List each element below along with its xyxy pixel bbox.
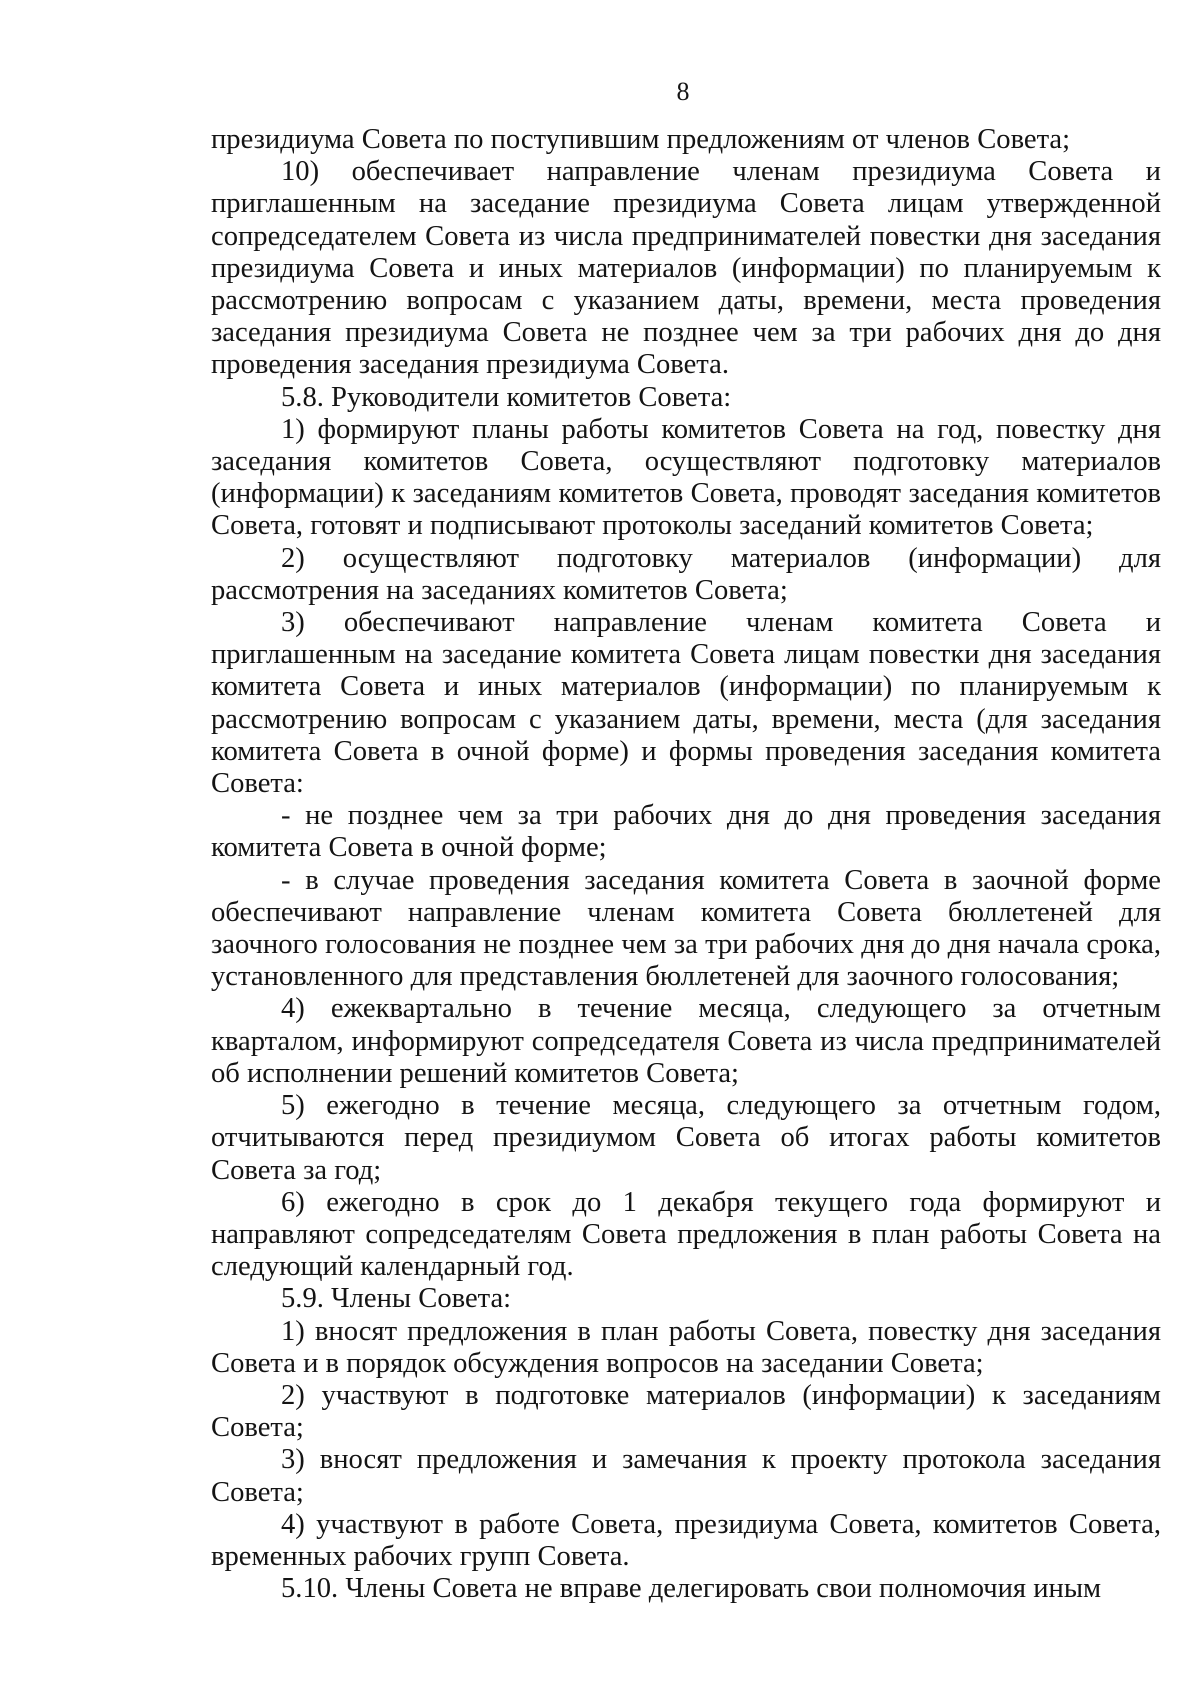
paragraph-item-6: 6) ежегодно в срок до 1 декабря текущего года формируют и направляют сопредседателям Совета предложения в план работы Совета на следующий календарный год. (211, 1186, 1161, 1283)
paragraph-item-4: 4) ежеквартально в течение месяца, следующего за отчетным кварталом, информируют сопредседателя Совета из числа предпринимателей об исполнении решений комитетов Совета; (211, 993, 1161, 1089)
page-number: 8 (676, 77, 690, 106)
section-heading-5-9: 5.9. Члены Совета: (281, 1283, 512, 1315)
section-heading-5-8: 5.8. Руководители комитетов Совета: (281, 381, 732, 413)
paragraph-dash-item: - не позднее чем за три рабочих дня до дня проведения заседания комитета Совета в очной форме; (211, 800, 1161, 864)
paragraph-item-3: 3) вносят предложения и замечания к проекту протокола заседания Совета; (211, 1444, 1161, 1508)
paragraph-item-10: 10) обеспечивает направление членам президиума Совета и приглашенным на заседание президиума Совета лицам утвержденной сопредседателем Совета из числа предпринимателей повестки дня заседания президиума Совета и иных материалов (информации) по планируемым к рассмотрению вопросам с указанием даты, времени, места проведения заседания президиума Совета не позднее чем за три рабочих дня до дня проведения заседания президиума Совета. (211, 156, 1161, 381)
paragraph-dash-item: - в случае проведения заседания комитета Совета в заочной форме обеспечивают направление членам комитета Совета бюллетеней для заочного голосования не позднее чем за три рабочих дня до дня начала срока, установленного для представления бюллетеней для заочного голосования; (211, 864, 1161, 993)
paragraph-item-2: 2) участвуют в подготовке материалов (информации) к заседаниям Совета; (211, 1379, 1161, 1444)
paragraph-item-5: 5) ежегодно в течение месяца, следующего за отчетным годом, отчитываются перед президиумом Совета об итогах работы комитетов Совета за год; (211, 1090, 1161, 1186)
paragraph-item-1: 1) формируют планы работы комитетов Совета на год, повестку дня заседания комитетов Совета, осуществляют подготовку материалов (информации) к заседаниям комитетов Совета, проводят заседания комитетов Совета, готовят и подписывают протоколы заседаний комитетов Совета; (211, 413, 1161, 542)
paragraph-item-1: 1) вносят предложения в план работы Совета, повестку дня заседания Совета и в порядок обсуждения вопросов на заседании Совета; (211, 1315, 1161, 1379)
paragraph-item-3: 3) обеспечивают направление членам комитета Совета и приглашенным на заседание комитета Совета лицам повестки дня заседания комитета Совета и иных материалов (информации) по планируемым к рассмотрению вопросам с указанием даты, времени, места (для заседания комитета Совета в очной форме) и формы проведения заседания комитета Совета: (211, 607, 1161, 800)
paragraph-item-4: 4) участвуют в работе Совета, президиума Совета, комитетов Совета, временных рабочих групп Совета. (211, 1508, 1161, 1572)
paragraph-continuation: президиума Совета по поступившим предложениям от членов Совета; (211, 124, 1071, 155)
paragraph-item-2: 2) осуществляют подготовку материалов (информации) для рассмотрения на заседаниях комитетов Совета; (211, 542, 1161, 606)
document-body (211, 124, 1161, 1605)
section-heading-5-10: 5.10. Члены Совета не вправе делегировать свои полномочия иным (281, 1573, 1102, 1605)
